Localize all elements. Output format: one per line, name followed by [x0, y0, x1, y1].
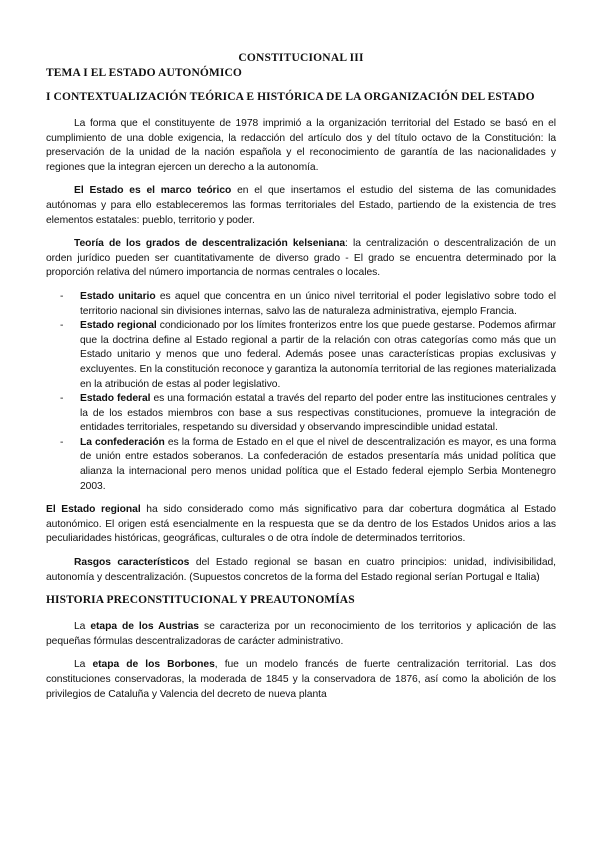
list-item-text: es una formación estatal a través del reparto del poder entre las instituciones centrales y la de los estados miembros con base a sus respectivas constituciones, promueve la integración de entidades territoriales, respetando su diversidad y observando imprescindible unidad estatal. [80, 393, 556, 434]
paragraph-text: : la centralización o descentralización de un orden jurídico pueden ser cuantitativamente de diverso grado - El grado se encuentra determinado por la proporción relativa del número importancia de normas centrales o locales. [46, 238, 556, 279]
list-item-text: es la forma de Estado en el que el nivel de descentralización es mayor, es una forma de unión entre estados soberanos. La confederación de estados presentaría más unidad política que alianza la internacional pero menos unidad política que el Estado federal ejemplo Serbia Montenegro 2003. [80, 436, 556, 492]
paragraph-text: La [74, 659, 93, 671]
term-rasgos: Rasgos característicos [74, 557, 190, 569]
section-heading-historia: HISTORIA PRECONSTITUCIONAL Y PREAUTONOMÍAS [46, 594, 355, 607]
paragraph-text: del Estado regional se basan en cuatro principios: unidad, indivisibilidad, autonomía y descentralización. (Supuestos concretos de la forma del Estado regional serían Portugal e Italia) [46, 557, 556, 583]
term-estado-regional-2: El Estado regional [46, 504, 141, 516]
document-title: CONSTITUCIONAL III [238, 52, 364, 64]
section-heading-contextualizacion: I CONTEXTUALIZACIÓN TEÓRICA E HISTÓRICA DE LA ORGANIZACIÓN DEL ESTADO [46, 91, 535, 103]
list-item-estado-federal [46, 392, 556, 436]
list-dash: - [60, 320, 64, 332]
paragraph-estado-regional [46, 503, 556, 547]
term-kelseniana: Teoría de los grados de descentralización kelseniana [74, 238, 346, 250]
forms-of-state-list [46, 290, 556, 494]
list-dash: - [60, 393, 64, 405]
paragraph-borbones [46, 658, 556, 702]
term-marco-teorico: El Estado es el marco teórico [74, 185, 232, 197]
paragraph-text: , fue un modelo francés de fuerte centralización territorial. Las dos constituciones conservadoras, la moderada de 1845 y la conservadora de 1876, así como la abolición de los privilegios de Cataluña y Valencia del decreto de nueva planta [46, 659, 556, 700]
term-confederacion: La confederación [80, 436, 165, 448]
list-item-confederacion [46, 436, 556, 494]
paragraph-rasgos [46, 556, 556, 585]
tema-heading: TEMA I EL ESTADO AUTONÓMICO [46, 67, 242, 79]
term-estado-regional: Estado regional [80, 320, 157, 332]
list-item-estado-regional [46, 319, 556, 392]
term-estado-unitario: Estado unitario [80, 290, 156, 302]
list-dash: - [60, 290, 64, 302]
paragraph-text: en el que insertamos el estudio del sistema de las comunidades autónomas y para ello estableceremos las formas territoriales del Estado, partiendo de la existencia de tres elementos estatales: pueblo, territorio y poder. [46, 185, 556, 226]
paragraph-text: La [74, 621, 91, 633]
paragraph-austrias [46, 620, 556, 649]
list-item-text: condicionado por los límites fronterizos entre los que puede gestarse. Podemos afirmar que la doctrina define al Estado regional a partir de la relación con otras categorías como más que un Estado unitario y menos que uno federal. Además posee unas características propias exclusivas y excluyentes. En la constitución reconoce y garantiza la autonomía territorial de las regiones materializada en la atribución de estas al poder legislativo. [80, 320, 557, 390]
paragraph-marco-teorico [46, 184, 556, 228]
document-body [46, 52, 556, 711]
paragraph-text: se caracteriza por un reconocimiento de los territorios y aplicación de las pequeñas fórmulas descentralizadoras de carácter administrativo. [46, 621, 557, 647]
paragraph-intro: La forma que el constituyente de 1978 imprimió a la organización territorial del Estado se basó en el cumplimiento de una doble exigencia, la redacción del artículo dos y del título octavo de la Constitución: la preservación de la unidad de la nación española y el reconocimiento de garantía de las nacionalidades y regiones que la integran ejercen un derecho a la autonomía. [46, 118, 556, 173]
list-dash: - [60, 436, 64, 448]
paragraph-kelseniana [46, 237, 556, 281]
term-borbones: etapa de los Borbones [92, 659, 215, 671]
term-estado-federal: Estado federal [80, 393, 151, 405]
list-item-text: es aquel que concentra en un único nivel territorial el poder legislativo sobre todo el territorio nacional sin divisiones internas, salvo las de naturaleza administrativa, ejemplo Francia. [80, 290, 556, 317]
term-austrias: etapa de los Austrias [90, 621, 199, 633]
list-item-estado-unitario [46, 290, 556, 319]
paragraph-text: ha sido considerado como más significativo para dar cobertura dogmática al Estado autonómico. El origen está esencialmente en la respuesta que se da dentro de los Estados Unidos arios a las peculiaridades históricas, geográficas, culturales o de otra índole de determinados territorios. [46, 504, 556, 545]
